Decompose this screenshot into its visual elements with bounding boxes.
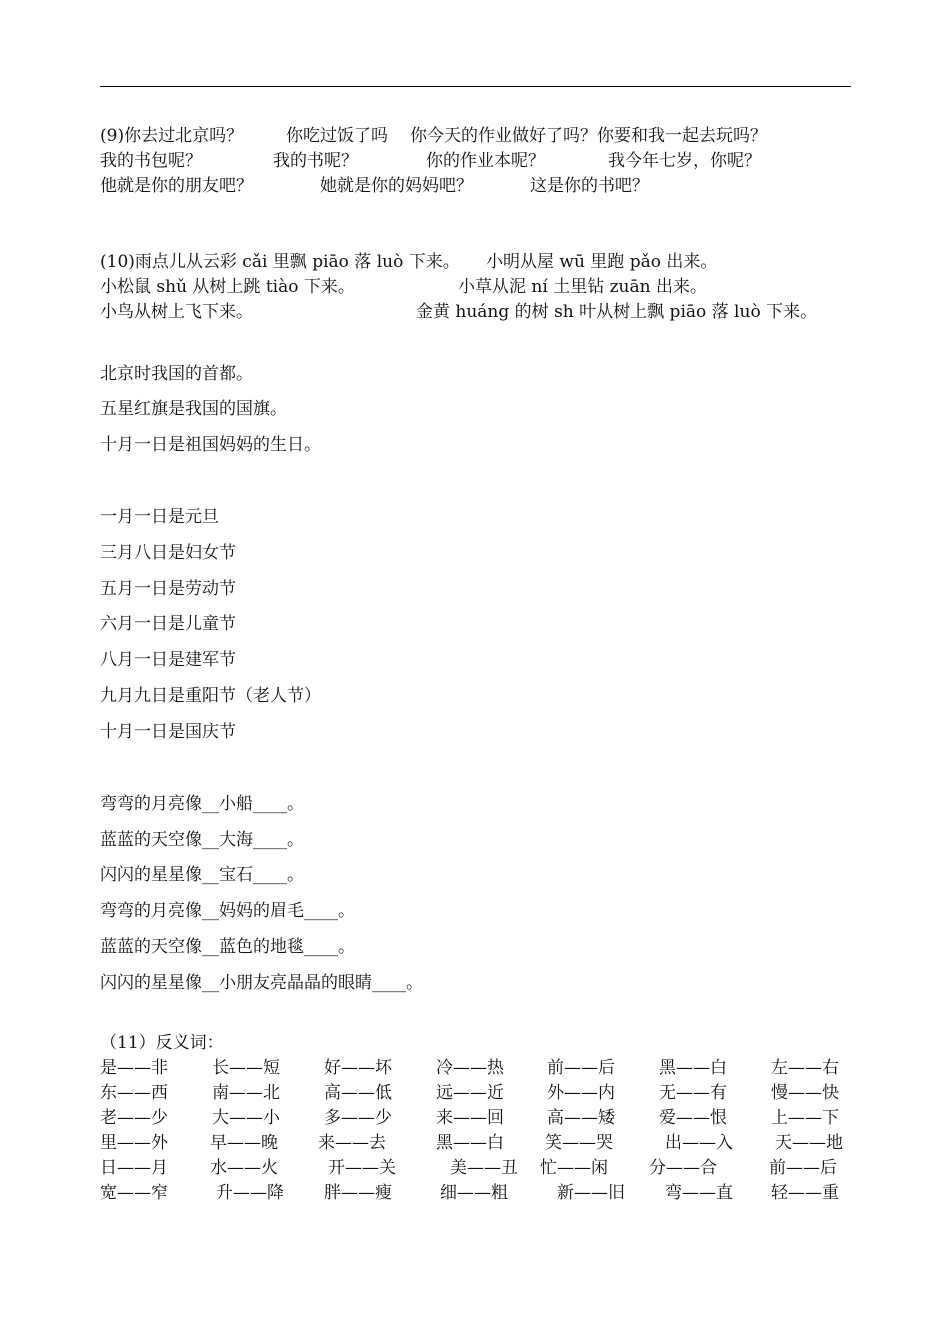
antonym-pair: 前——后: [769, 1158, 837, 1178]
fact-line: 十月一日是祖国妈妈的生日。: [100, 435, 321, 455]
sentence: 金黄 huáng 的树 sh 叶从树上飘 piāo 落 luò 下来。: [416, 302, 818, 322]
fact-line: 五星红旗是我国的国旗。: [100, 399, 287, 419]
holiday-line: 六月一日是儿童节: [100, 614, 236, 634]
antonym-pair: 高——低: [324, 1083, 392, 1103]
holiday-line: 一月一日是元旦: [100, 507, 219, 527]
antonym-pair: 外——内: [547, 1083, 615, 1103]
antonym-pair: 东——西: [100, 1083, 168, 1103]
sentence: 我的书包呢？: [100, 151, 202, 171]
antonym-pair: 宽——窄: [100, 1183, 168, 1203]
antonym-pair: 前——后: [547, 1058, 615, 1078]
antonym-pair: 水——火: [210, 1158, 278, 1178]
antonym-pair: 黑——白: [659, 1058, 727, 1078]
holiday-line: 九月九日是重阳节（老人节）: [100, 686, 321, 706]
antonym-title: （11）反义词：: [100, 1033, 224, 1053]
sentence: 你吃过饭了吗: [286, 126, 388, 146]
antonym-pair: 冷——热: [436, 1058, 504, 1078]
antonym-pair: 无——有: [659, 1083, 727, 1103]
antonym-pair: 左——右: [771, 1058, 839, 1078]
sentence: 我今年七岁，你呢？: [608, 151, 761, 171]
holiday-line: 八月一日是建军节: [100, 650, 236, 670]
antonym-pair: 新——旧: [557, 1183, 625, 1203]
simile-line: 蓝蓝的天空像__蓝色的地毯____。: [100, 937, 355, 957]
header-rule: [100, 86, 851, 87]
antonym-pair: 上——下: [771, 1108, 839, 1128]
antonym-pair: 笑——哭: [545, 1133, 613, 1153]
antonym-pair: 胖——瘦: [324, 1183, 392, 1203]
sentence: 她就是你的妈妈吧？: [320, 176, 473, 196]
sentence: 我的书呢？: [273, 151, 358, 171]
sentence: 你的作业本呢？: [426, 151, 545, 171]
antonym-pair: 天——地: [775, 1133, 843, 1153]
fact-line: 北京时我国的首都。: [100, 364, 253, 384]
simile-line: 弯弯的月亮像__小船____。: [100, 794, 304, 814]
sentence: 这是你的书吧？: [530, 176, 649, 196]
antonym-pair: 早——晚: [210, 1133, 278, 1153]
holiday-line: 三月八日是妇女节: [100, 543, 236, 563]
antonym-pair: 黑——白: [436, 1133, 504, 1153]
antonym-pair: 远——近: [436, 1083, 504, 1103]
antonym-pair: 多——少: [324, 1108, 392, 1128]
antonym-pair: 好——坏: [324, 1058, 392, 1078]
antonym-pair: 长——短: [212, 1058, 280, 1078]
antonym-pair: 爱——恨: [659, 1108, 727, 1128]
antonym-pair: 美——丑: [450, 1158, 518, 1178]
sentence: (10)雨点儿从云彩 cǎi 里飘 piāo 落 luò 下来。: [100, 252, 460, 272]
antonym-pair: 南——北: [212, 1083, 280, 1103]
antonym-pair: 来——去: [318, 1133, 386, 1153]
antonym-pair: 大——小: [212, 1108, 280, 1128]
holiday-line: 十月一日是国庆节: [100, 722, 236, 742]
sentence: 小鸟从树上飞下来。: [100, 302, 253, 322]
antonym-pair: 里——外: [100, 1133, 168, 1153]
antonym-pair: 弯——直: [665, 1183, 733, 1203]
sentence: 他就是你的朋友吧？: [100, 176, 253, 196]
antonym-pair: 出——入: [665, 1133, 733, 1153]
antonym-pair: 开——关: [328, 1158, 396, 1178]
antonym-pair: 高——矮: [547, 1108, 615, 1128]
antonym-pair: 慢——快: [771, 1083, 839, 1103]
sentence: 小明从屋 wū 里跑 pǎo 出来。: [486, 252, 718, 272]
antonym-pair: 日——月: [100, 1158, 168, 1178]
antonym-pair: 老——少: [100, 1108, 168, 1128]
sentence: 小草从泥 ní 土里钻 zuān 出来。: [458, 277, 707, 297]
simile-line: 弯弯的月亮像__妈妈的眉毛____。: [100, 901, 355, 921]
simile-line: 闪闪的星星像__小朋友亮晶晶的眼睛____。: [100, 973, 423, 993]
antonym-pair: 分——合: [649, 1158, 717, 1178]
antonym-pair: 细——粗: [440, 1183, 508, 1203]
simile-line: 蓝蓝的天空像__大海____。: [100, 830, 304, 850]
antonym-pair: 来——回: [436, 1108, 504, 1128]
antonym-pair: 忙——闲: [540, 1158, 608, 1178]
antonym-pair: 轻——重: [771, 1183, 839, 1203]
holiday-line: 五月一日是劳动节: [100, 579, 236, 599]
sentence: 你今天的作业做好了吗？你要和我一起去玩吗？: [410, 126, 767, 146]
sentence: 小松鼠 shǔ 从树上跳 tiào 下来。: [100, 277, 355, 297]
antonym-pair: 是——非: [100, 1058, 168, 1078]
antonym-pair: 升——降: [216, 1183, 284, 1203]
sentence: (9)你去过北京吗？: [100, 126, 244, 146]
simile-line: 闪闪的星星像__宝石____。: [100, 865, 304, 885]
